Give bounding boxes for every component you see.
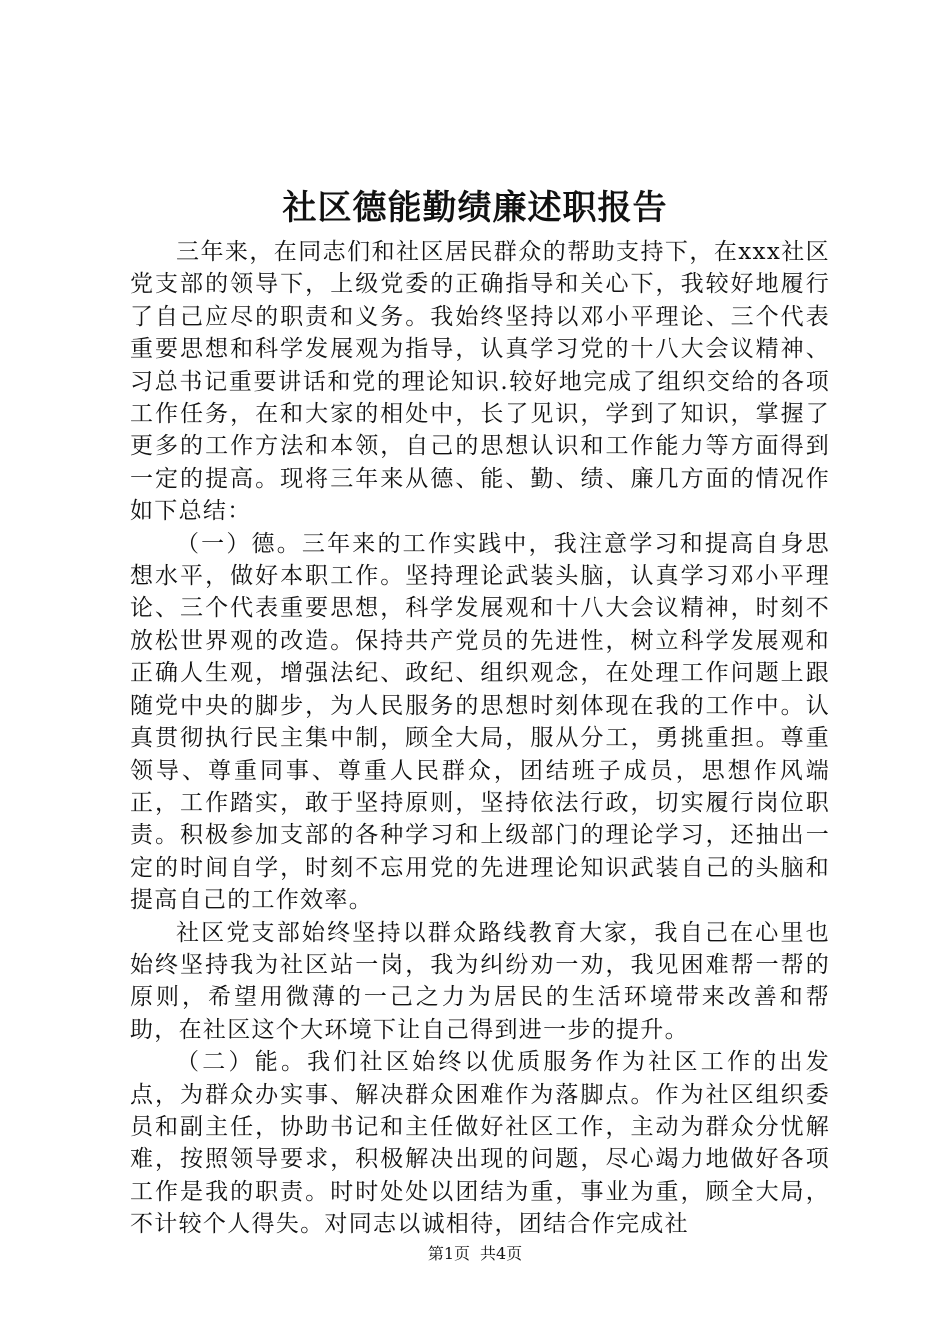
page-total: 共4页 xyxy=(480,1244,523,1263)
document-title: 社区德能勤绩廉述职报告 xyxy=(282,188,668,228)
paragraph-virtue: （一）德。三年来的工作实践中，我注意学习和提高自身思想水平，做好本职工作。坚持理论武装头脑，认真学习邓小平理论、三个代表重要思想，科学发展观和十八大会议精神，时刻不放松世界观的改造。保持共产党员的先进性，树立科学发展观和正确人生观，增强法纪、政纪、组织观念，在处理工作问题上跟随党中央的脚步，为人民服务的思想时刻体现在我的工作中。认真贯彻执行民主集中制，顾全大局，服从分工，勇挑重担。尊重领导、尊重同事、尊重人民群众，团结班子成员，思想作风端正，工作踏实，敢于坚持原则，坚持依法行政，切实履行岗位职责。积极参加支部的各种学习和上级部门的理论学习，还抽出一定的时间自学，时刻不忘用党的先进理论知识武装自己的头脑和提高自己的工作效率。 xyxy=(130,530,830,914)
paragraph-community: 社区党支部始终坚持以群众路线教育大家，我自己在心里也始终坚持我为社区站一岗，我为纠纷劝一劝，我见困难帮一帮的原则，希望用微薄的一己之力为居民的生活环境带来改善和帮助，在社区这个大环境下让自己得到进一步的提升。 xyxy=(130,919,830,1043)
paragraph-intro: 三年来，在同志们和社区居民群众的帮助支持下，在xxx社区党支部的领导下，上级党委的正确指导和关心下，我较好地履行了自己应尽的职责和义务。我始终坚持以邓小平理论、三个代表重要思想和科学发展观为指导，认真学习党的十八大会议精神、习总书记重要讲话和党的理论知识.较好地完成了组织交给的各项工作任务，在和大家的相处中，长了见识，学到了知识，掌握了更多的工作方法和本领，自己的思想认识和工作能力等方面得到一定的提高。现将三年来从德、能、勤、绩、廉几方面的情况作如下总结： xyxy=(130,239,830,525)
paragraph-ability: （二）能。我们社区始终以优质服务作为社区工作的出发点，为群众办实事、解决群众困难作为落脚点。作为社区组织委员和副主任，协助书记和主任做好社区工作，主动为群众分忧解难，按照领导要求，积极解决出现的问题，尽心竭力地做好各项工作是我的职责。时时处处以团结为重，事业为重，顾全大局，不计较个人得失。对同志以诚相待，团结合作完成社 xyxy=(130,1049,830,1238)
page-number: 第1页 xyxy=(427,1244,470,1263)
document-body xyxy=(130,236,830,1241)
page-footer xyxy=(0,1244,950,1264)
